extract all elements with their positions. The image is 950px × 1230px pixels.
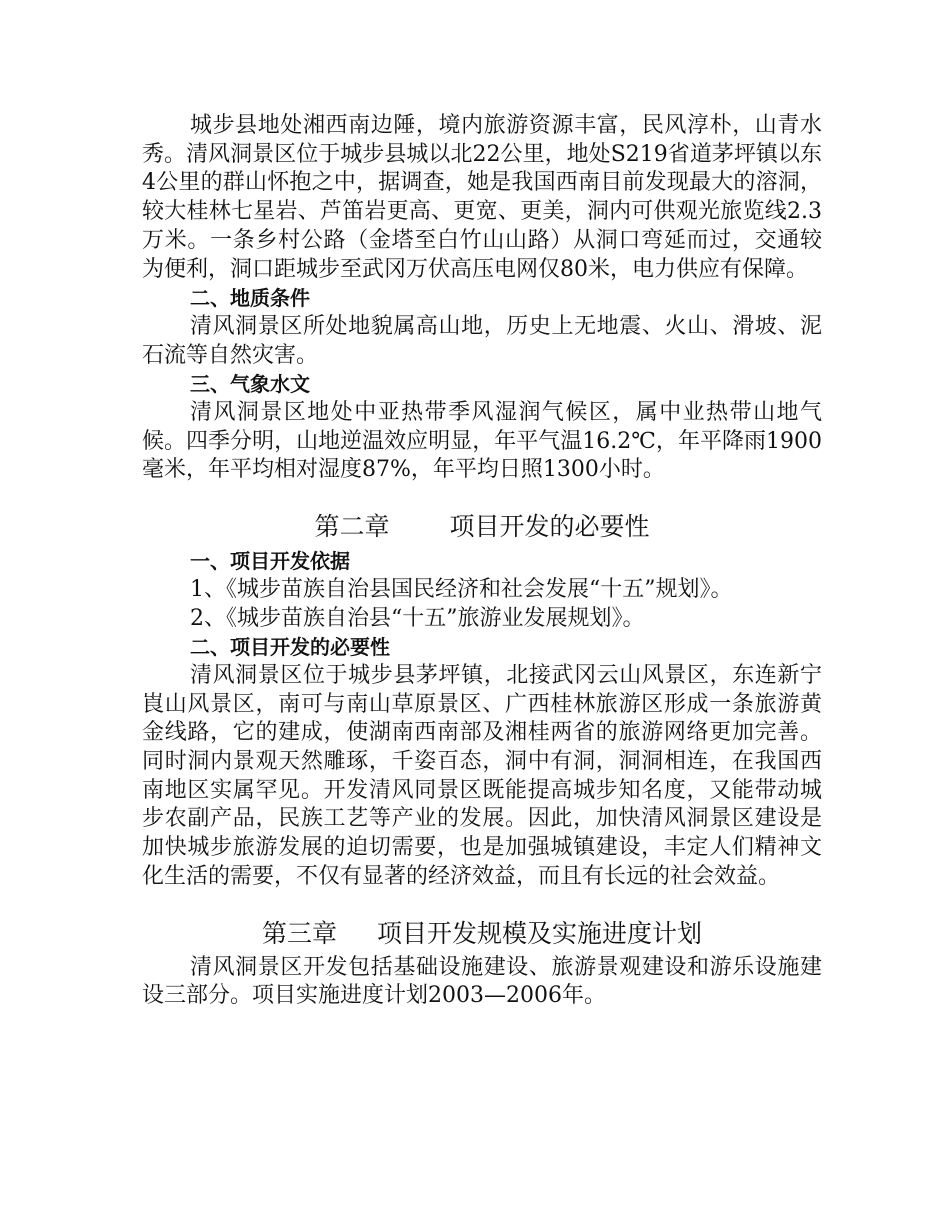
chapter-3-paragraph: 清风洞景区开发包括基础设施建设、旅游景观建设和游乐设施建设三部分。项目实施进度计划2003—2006年。 [142,954,822,1009]
chapter-3-title: 项目开发规模及实施进度计划 [377,918,703,948]
basis-heading: 一、项目开发依据 [190,549,350,574]
chapter-3-number: 第三章 [261,918,337,948]
geology-heading: 二、地质条件 [190,286,310,311]
climate-heading: 三、气象水文 [190,372,310,397]
chapter-2-number: 第二章 [314,512,390,542]
document-page [142,112,822,1011]
chapter-2-heading [142,507,822,547]
necessity-paragraph: 清风洞景区位于城步县茅坪镇，北接武冈云山风景区，东连新宁崀山风景区，南可与南山草原景区、广西桂林旅游区形成一条旅游黄金线路，它的建成，使湖南西南部及湘桂两省的旅游网络更加完善。同时洞内景观天然雕琢，千姿百态，洞中有洞，洞洞相连，在我国西南地区实属罕见。开发清风同景区既能提高城步知名度，又能带动城步农副产品，民族工艺等产业的发展。因此，加快清风洞景区建设是加快城步旅游发展的迫切需要，也是加强城镇建设，丰定人们精神文化生活的需要，不仅有显著的经济效益，而且有长远的社会效益。 [142,662,822,889]
location-paragraph: 城步县地处湘西南边陲，境内旅游资源丰富，民风淳朴，山青水秀。清风洞景区位于城步县城以北22公里，地处S219省道茅坪镇以东4公里的群山怀抱之中，据调查，她是我国西南目前发现最大的溶洞，较大桂林七星岩、芦笛岩更高、更宽、更美，洞内可供观光旅览线2.3万米。一条乡村公路（金塔至白竹山山路）从洞口弯延而过，交通较为便利，洞口距城步至武冈万伏高压电网仅80米，电力供应有保障。 [142,113,822,282]
basis-item-1: 1、《城步苗族自治县国民经济和社会发展“十五”规划》。 [190,576,733,602]
basis-item-2: 2、《城步苗族自治县“十五”旅游业发展规划》。 [190,605,645,631]
necessity-heading: 二、项目开发的必要性 [190,635,390,660]
climate-paragraph: 清风洞景区地处中亚热带季风湿润气候区，属中业热带山地气候。四季分明，山地逆温效应明显，年平气温16.2℃，年平降雨1900毫米，年平均相对湿度87%，年平均日照1300小时。 [142,400,822,483]
chapter-2-title: 项目开发的必要性 [449,512,650,542]
geology-paragraph: 清风洞景区所处地貌属高山地，历史上无地震、火山、滑坡、泥石流等自然灾害。 [142,313,822,368]
chapter-3-heading [142,914,822,954]
